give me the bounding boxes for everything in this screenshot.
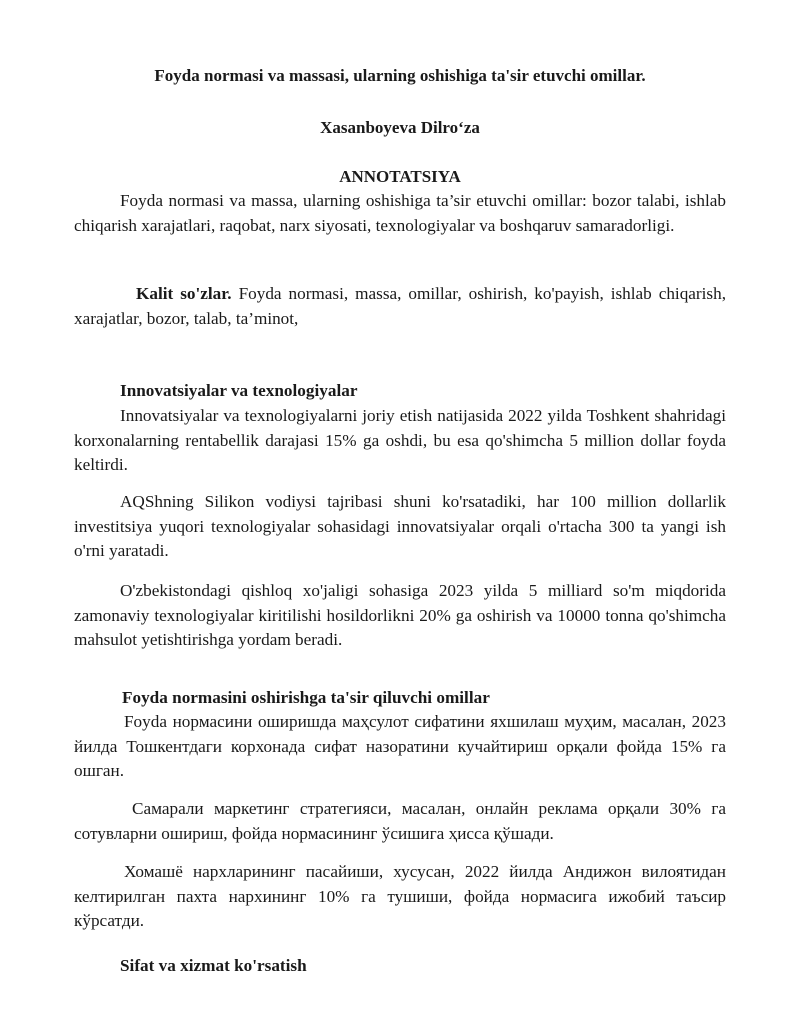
paragraph: O'zbekistondagi qishloq xo'jaligi sohasiga 2023 yilda 5 milliard so'm miqdorida zamonaviy texnologiyalar kiritilishi hosildorlikni 20% ga oshirish va 10000 tonna qo'shimcha mahsulot yetishtirishga yordam beradi.: [74, 581, 726, 649]
annotation-paragraph: Foyda normasi va massa, ularning oshishiga ta’sir etuvchi omillar: bozor talabi, ishlab chiqarish xarajatlari, raqobat, narx siyosati, texnologiyalar va boshqaruv samaradorligi.: [74, 191, 726, 235]
paragraph: Foyda нормасини оширишда маҳсулот сифатини яхшилаш муҳим, масалан, 2023 йилда Тошкентдаги корхонада сифат назоратини кучайтириш орқали фойда 15% га ошган.: [74, 712, 726, 780]
paragraph: Самарали маркетинг стратегияси, масалан, онлайн реклама орқали 30% га сотувларни ошириш, фойда нормасининг ўсишига ҳисса қўшади.: [74, 799, 726, 843]
annotation-heading: ANNOTATSIYA: [339, 167, 461, 186]
keywords-text: Foyda normasi, massa, omillar, oshirish, ko'payish, ishlab chiqarish, xarajatlar, bozor, talab, ta’minot,: [74, 284, 727, 328]
paragraph: AQShning Silikon vodiysi tajribasi shuni ko'rsatadiki, har 100 million dollarlik investitsiya yuqori texnologiyalar sohasidagi innovatsiyalar orqali o'rtacha 300 ta yangi ish o'rni yaratadi.: [74, 492, 726, 560]
section-heading-factors: Foyda normasini oshirishga ta'sir qiluvchi omillar: [122, 688, 490, 707]
author-name: Xasanboyeva Dilro‘za: [320, 118, 480, 137]
document-title: Foyda normasi va massasi, ularning oshishiga ta'sir etuvchi omillar.: [154, 66, 646, 85]
section-heading-innovations: Innovatsiyalar va texnologiyalar: [120, 381, 358, 400]
paragraph: Хомашё нархларининг пасайиши, хусусан, 2022 йилда Андижон вилоятидан келтирилган пахта нархининг 10% га тушиши, фойда нормасига ижобий таъсир кўрсатди.: [74, 862, 726, 930]
keywords-label: Kalit so'zlar.: [136, 284, 232, 303]
keywords-paragraph: [74, 282, 726, 331]
paragraph: Innovatsiyalar va texnologiyalarni joriy etish natijasida 2022 yilda Toshkent shahridagi korxonalarning rentabellik darajasi 15% ga oshdi, bu esa qo'shimcha 5 million dollar foyda keltirdi.: [74, 406, 726, 474]
section-heading-quality: Sifat va xizmat ko'rsatish: [120, 956, 307, 975]
